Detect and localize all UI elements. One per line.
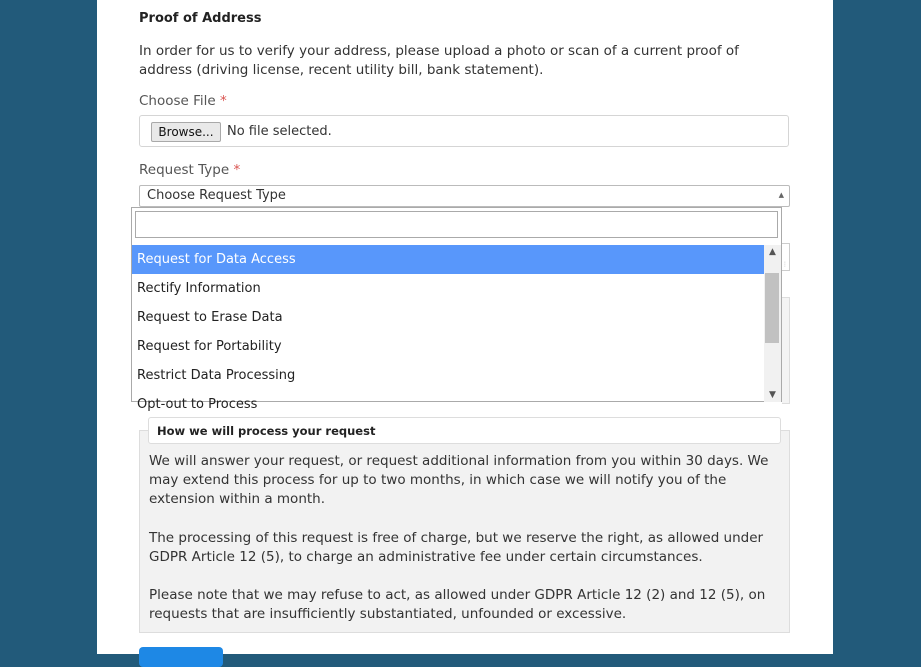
dropdown-scrollbar[interactable] <box>764 245 781 402</box>
resize-grip-icon: ⋮ <box>782 261 788 268</box>
scroll-up-icon[interactable]: ▲ <box>769 247 776 257</box>
dropdown-options <box>132 245 764 412</box>
process-paragraph: We will answer your request, or request additional information from you within 30 days. We may extend this process for up to two months, in which case we will notify you of the extension within a month. <box>149 453 769 507</box>
file-status: No file selected. <box>227 124 332 139</box>
option-request-to-erase-data[interactable]: Request to Erase Data <box>137 310 283 325</box>
option-request-for-portability[interactable]: Request for Portability <box>137 339 282 354</box>
proof-of-address-title: Proof of Address <box>139 11 262 26</box>
proof-of-address-intro: In order for us to verify your address, please upload a photo or scan of a current proof of address (driving license, recent utility bill, bank statement). <box>139 43 739 78</box>
caret-up-icon: ▲ <box>778 191 784 199</box>
request-type-label <box>139 162 240 178</box>
option-restrict-data-processing[interactable]: Restrict Data Processing <box>137 368 296 383</box>
option-rectify-information[interactable]: Rectify Information <box>137 281 261 296</box>
scroll-down-icon[interactable]: ▼ <box>769 390 776 400</box>
scroll-thumb[interactable] <box>765 273 779 343</box>
obscured-field <box>782 243 790 271</box>
choose-file-label-text: Choose File <box>139 93 216 109</box>
submit-button[interactable] <box>139 647 223 667</box>
form-panel <box>97 0 833 654</box>
required-mark: * <box>220 93 227 109</box>
browse-button[interactable]: Browse... <box>151 122 221 142</box>
dropdown-search-input[interactable] <box>135 211 778 238</box>
request-type-selected: Choose Request Type <box>147 188 286 203</box>
process-paragraph: Please note that we may refuse to act, as allowed under GDPR Article 12 (2) and 12 (5), on requests that are insufficiently substantiated, unfounded or excessive. <box>149 587 766 622</box>
request-type-dropdown <box>131 207 782 412</box>
file-input[interactable] <box>139 115 789 147</box>
request-type-select[interactable] <box>139 185 790 207</box>
required-mark: * <box>233 162 241 178</box>
choose-file-label <box>139 93 227 109</box>
option-opt-out-to-process[interactable]: Opt-out to Process <box>137 397 258 412</box>
process-paragraph: The processing of this request is free of charge, but we reserve the right, as allowed under GDPR Article 12 (5), to charge an administrative fee under certain circumstances. <box>149 530 764 565</box>
option-request-for-data-access[interactable]: Request for Data Access <box>132 245 764 274</box>
obscured-box <box>782 297 790 404</box>
process-info-legend <box>148 417 781 444</box>
request-type-label-text: Request Type <box>139 162 230 178</box>
process-info-title: How we will process your request <box>157 424 376 438</box>
